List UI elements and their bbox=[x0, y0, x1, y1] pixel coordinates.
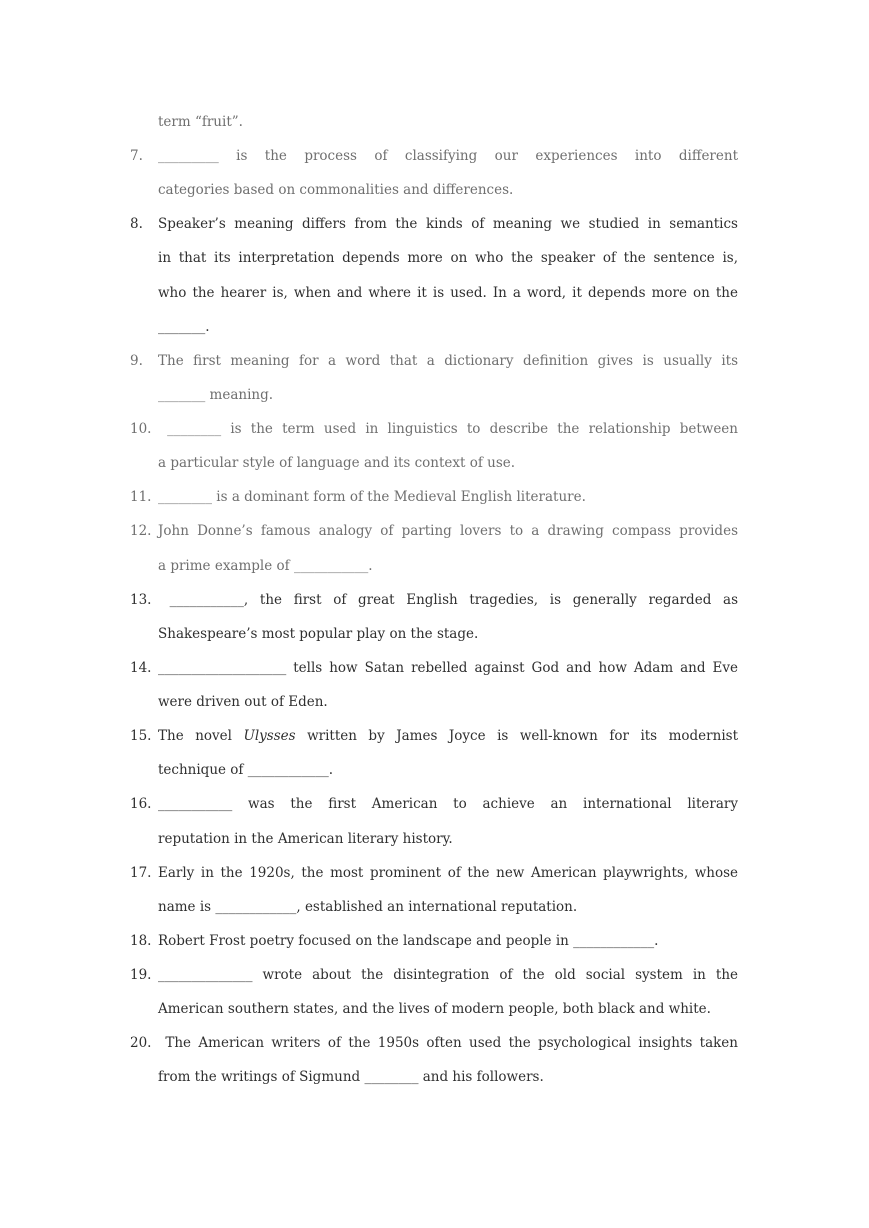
question-number-19: 19. bbox=[130, 967, 152, 983]
question-number-17: 17. bbox=[130, 865, 152, 881]
question-number-15: 15. bbox=[130, 728, 152, 744]
question-9-line-1: The first meaning for a word that a dictionary definition gives is usually its bbox=[158, 353, 738, 369]
novel-title-ulysses: Ulysses bbox=[243, 728, 296, 744]
question-number-12: 12. bbox=[130, 523, 152, 539]
question-10-line-1: ________ is the term used in linguistics to describe the relationship between bbox=[158, 421, 738, 437]
question-8-line-3: who the hearer is, when and where it is used. In a word, it depends more on the bbox=[158, 285, 738, 301]
question-18-line-1: Robert Frost poetry focused on the landscape and people in ____________. bbox=[158, 933, 659, 949]
question-10-line-2: a particular style of language and its context of use. bbox=[158, 455, 516, 471]
question-number-20: 20. bbox=[130, 1035, 152, 1051]
question-6-continuation: term “fruit”. bbox=[158, 114, 243, 130]
question-11-line-1: ________ is a dominant form of the Medieval English literature. bbox=[158, 489, 586, 505]
question-20-line-1: The American writers of the 1950s often used the psychological insights taken bbox=[158, 1035, 738, 1051]
question-8-line-2: in that its interpretation depends more on who the speaker of the sentence is, bbox=[158, 250, 738, 266]
question-14-line-1: ___________________ tells how Satan rebelled against God and how Adam and Eve bbox=[158, 660, 738, 676]
question-number-13: 13. bbox=[130, 592, 152, 608]
question-number-16: 16. bbox=[130, 796, 152, 812]
question-number-8: 8. bbox=[130, 216, 143, 232]
question-number-14: 14. bbox=[130, 660, 152, 676]
question-16-line-2: reputation in the American literary history. bbox=[158, 831, 453, 847]
question-number-10: 10. bbox=[130, 421, 152, 437]
question-14-line-2: were driven out of Eden. bbox=[158, 694, 328, 710]
question-number-18: 18. bbox=[130, 933, 152, 949]
question-15-text-a: The novel bbox=[158, 728, 244, 744]
question-19-line-1: ______________ wrote about the disintegration of the old social system in the bbox=[158, 967, 738, 983]
question-13-line-1: ___________, the first of great English tragedies, is generally regarded as bbox=[158, 592, 738, 608]
question-15-line-1 bbox=[158, 727, 738, 745]
question-19-line-2: American southern states, and the lives of modern people, both black and white. bbox=[158, 1001, 711, 1017]
question-12-line-1: John Donne’s famous analogy of parting lovers to a drawing compass provides bbox=[158, 523, 738, 539]
question-number-7: 7. bbox=[130, 148, 143, 164]
question-20-line-2: from the writings of Sigmund ________ and his followers. bbox=[158, 1069, 544, 1085]
question-8-line-1: Speaker’s meaning differs from the kinds of meaning we studied in semantics bbox=[158, 216, 738, 232]
question-17-line-1: Early in the 1920s, the most prominent of the new American playwrights, whose bbox=[158, 865, 738, 881]
question-8-line-4: _______. bbox=[158, 319, 210, 335]
question-17-line-2: name is ____________, established an international reputation. bbox=[158, 899, 578, 915]
question-15-text-b: written by James Joyce is well-known for its modernist bbox=[295, 728, 738, 744]
question-number-11: 11. bbox=[130, 489, 152, 505]
question-15-line-2: technique of ____________. bbox=[158, 762, 334, 778]
question-7-line-2: categories based on commonalities and differences. bbox=[158, 182, 514, 198]
question-number-9: 9. bbox=[130, 353, 143, 369]
question-16-line-1: ___________ was the first American to achieve an international literary bbox=[158, 796, 738, 812]
question-13-line-2: Shakespeare’s most popular play on the stage. bbox=[158, 626, 479, 642]
question-7-line-1: _________ is the process of classifying our experiences into different bbox=[158, 148, 738, 164]
question-9-line-2: _______ meaning. bbox=[158, 387, 274, 403]
question-12-line-2: a prime example of ___________. bbox=[158, 558, 373, 574]
